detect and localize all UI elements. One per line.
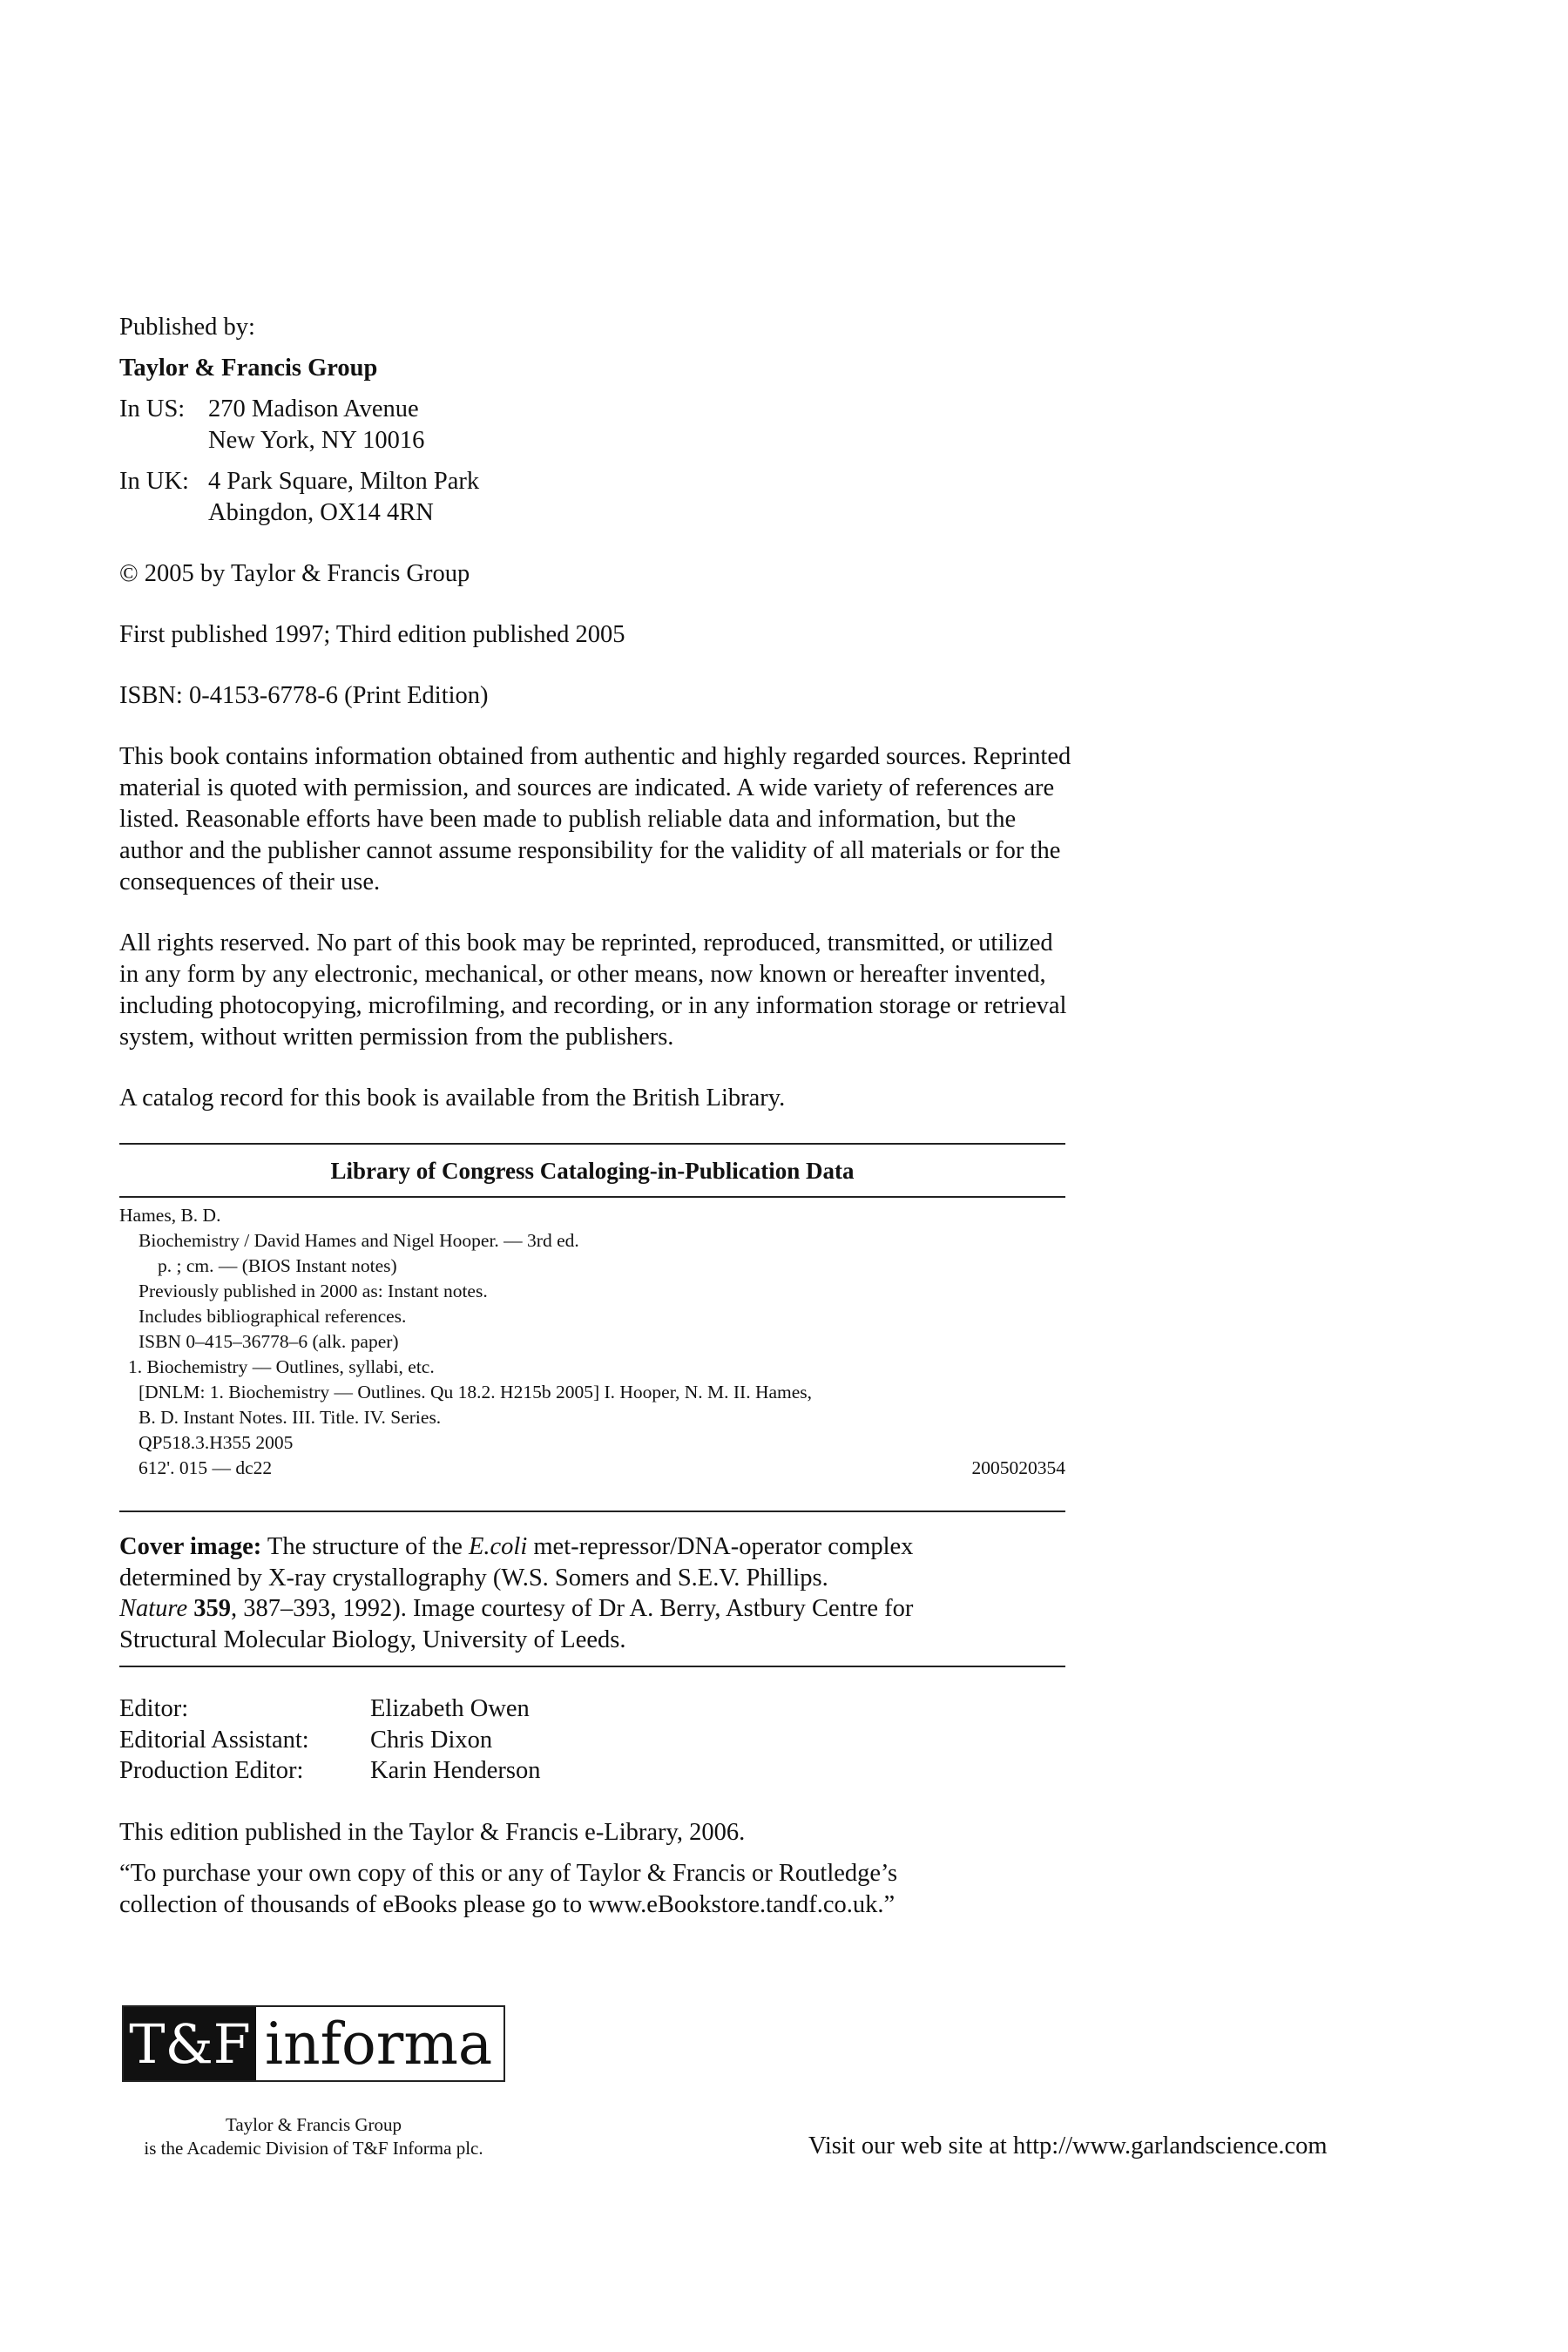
logo-tf-block: T&F [124, 2007, 256, 2080]
us-address-line2: New York, NY 10016 [208, 427, 425, 454]
uk-address-line1: 4 Park Square, Milton Park [208, 468, 480, 495]
divider-cover-bottom [119, 1666, 1065, 1667]
ebook-info [119, 1817, 1252, 1921]
cover-volume: 359 [193, 1595, 231, 1622]
logo-caption-line1: Taylor & Francis Group [225, 2114, 402, 2135]
disclaimer-line: listed. Reasonable efforts have been made to publish reliable data and information, but the [119, 806, 1017, 833]
purchase-line2: collection of thousands of eBooks please go to www.eBookstore.tandf.co.uk.” [119, 1891, 896, 1918]
cip-subject: 1. Biochemistry –– Outlines, syllabi, etc. [128, 1356, 435, 1377]
divider-cip-bottom [119, 1511, 1065, 1512]
cip-heading: Library of Congress Cataloging-in-Publication Data [330, 1158, 855, 1184]
cip-author: Hames, B. D. [119, 1205, 221, 1226]
cover-text: , 387–393, 1992). Image courtesy of Dr A. Berry, Astbury Centre for [231, 1595, 914, 1622]
cip-bibliography: Includes bibliographical references. [139, 1306, 407, 1327]
us-address-line1: 270 Madison Avenue [208, 395, 419, 422]
cover-credit-line2: determined by X-ray crystallography (W.S. Somers and S.E.V. Phillips. [119, 1564, 828, 1592]
cip-lcc: QP518.3.H355 2005 [139, 1432, 294, 1453]
cover-credit-line1 [119, 1531, 1069, 1563]
staff-name: Elizabeth Owen [370, 1695, 530, 1722]
cip-dnlm-line2: B. D. Instant Notes. III. Title. IV. Series. [139, 1407, 442, 1428]
cip-previously-published: Previously published in 2000 as: Instant notes. [139, 1281, 488, 1301]
staff-role: Production Editor: [119, 1757, 304, 1784]
cover-label: Cover image: [119, 1533, 262, 1560]
rights-line: system, without written permission from the publishers. [119, 1024, 674, 1051]
cover-credit-line4: Structural Molecular Biology, University of Leeds. [119, 1625, 626, 1653]
published-by-label: Published by: [119, 314, 255, 341]
staff-role: Editorial Assistant: [119, 1726, 309, 1754]
logo-caption-line2: is the Academic Division of T&F Informa plc. [144, 2138, 483, 2159]
staff-row-editorial-assistant [119, 1725, 540, 1756]
rights-paragraph [119, 928, 1243, 1053]
staff-row-production-editor [119, 1755, 540, 1787]
cip-lccn: 2005020354 [971, 1457, 1065, 1478]
rights-line: in any form by any electronic, mechanical, or other means, now known or hereafter invented, [119, 961, 1046, 988]
disclaimer-line: This book contains information obtained from authentic and highly regarded sources. Reprinted [119, 743, 1071, 770]
catalog-record: A catalog record for this book is available from the British Library. [119, 1085, 786, 1112]
uk-address [119, 466, 1243, 529]
cip-physical: p. ; cm. –– (BIOS Instant notes) [158, 1255, 397, 1276]
logo-caption [122, 2113, 505, 2160]
staff-name: Karin Henderson [370, 1757, 541, 1784]
staff-role: Editor: [119, 1695, 189, 1722]
cover-text: The structure of the [261, 1533, 469, 1560]
isbn: ISBN: 0-4153-6778-6 (Print Edition) [119, 682, 489, 709]
cip-ddc: 612'. 015 –– dc22 [139, 1457, 273, 1478]
publication-info [119, 312, 1243, 1114]
first-published: First published 1997; Third edition published 2005 [119, 621, 625, 648]
publisher-name: Taylor & Francis Group [119, 355, 378, 382]
disclaimer-paragraph [119, 741, 1243, 898]
uk-address-line2: Abingdon, OX14 4RN [208, 499, 434, 526]
cip-title: Biochemistry / David Hames and Nigel Hooper. –– 3rd ed. [139, 1230, 579, 1251]
uk-label: In UK: [119, 468, 189, 495]
cip-dnlm-line1: [DNLM: 1. Biochemistry — Outlines. Qu 18.2. H215b 2005] I. Hooper, N. M. II. Hames, [139, 1382, 813, 1402]
elibrary-notice: This edition published in the Taylor & Francis e-Library, 2006. [119, 1819, 746, 1846]
staff-name: Chris Dixon [370, 1726, 493, 1754]
cip-classification-row [119, 1456, 1065, 1481]
disclaimer-line: consequences of their use. [119, 868, 381, 896]
divider-cip-heading [119, 1196, 1065, 1198]
cip-isbn: ISBN 0–415–36778–6 (alk. paper) [139, 1331, 399, 1352]
cip-data-block [119, 1203, 1065, 1481]
cover-credit-line3 [119, 1593, 1069, 1625]
website-link[interactable]: Visit our web site at http://www.garlandscience.com [808, 2132, 1328, 2159]
tf-informa-logo [122, 2005, 505, 2082]
us-label: In US: [119, 395, 186, 422]
rights-line: All rights reserved. No part of this book may be reprinted, reproduced, transmitted, or utilized [119, 929, 1053, 956]
disclaimer-line: material is quoted with permission, and sources are indicated. A wide variety of references are [119, 774, 1055, 801]
divider-cip-top [119, 1143, 1065, 1145]
cover-species: E.coli [468, 1533, 528, 1560]
disclaimer-line: author and the publisher cannot assume responsibility for the validity of all materials or for the [119, 837, 1061, 864]
copyright-notice: © 2005 by Taylor & Francis Group [119, 560, 470, 587]
cover-image-credit [119, 1531, 1069, 1655]
cover-text: met-repressor/DNA-operator complex [527, 1533, 914, 1560]
staff-list [119, 1693, 540, 1787]
purchase-line1: “To purchase your own copy of this or any of Taylor & Francis or Routledge’s [119, 1860, 898, 1887]
cover-journal: Nature [119, 1595, 188, 1622]
us-address [119, 394, 1243, 456]
staff-row-editor [119, 1693, 540, 1725]
logo-informa-text: informa [265, 2010, 493, 2078]
rights-line: including photocopying, microfilming, and recording, or in any information storage or retrieval [119, 992, 1067, 1019]
